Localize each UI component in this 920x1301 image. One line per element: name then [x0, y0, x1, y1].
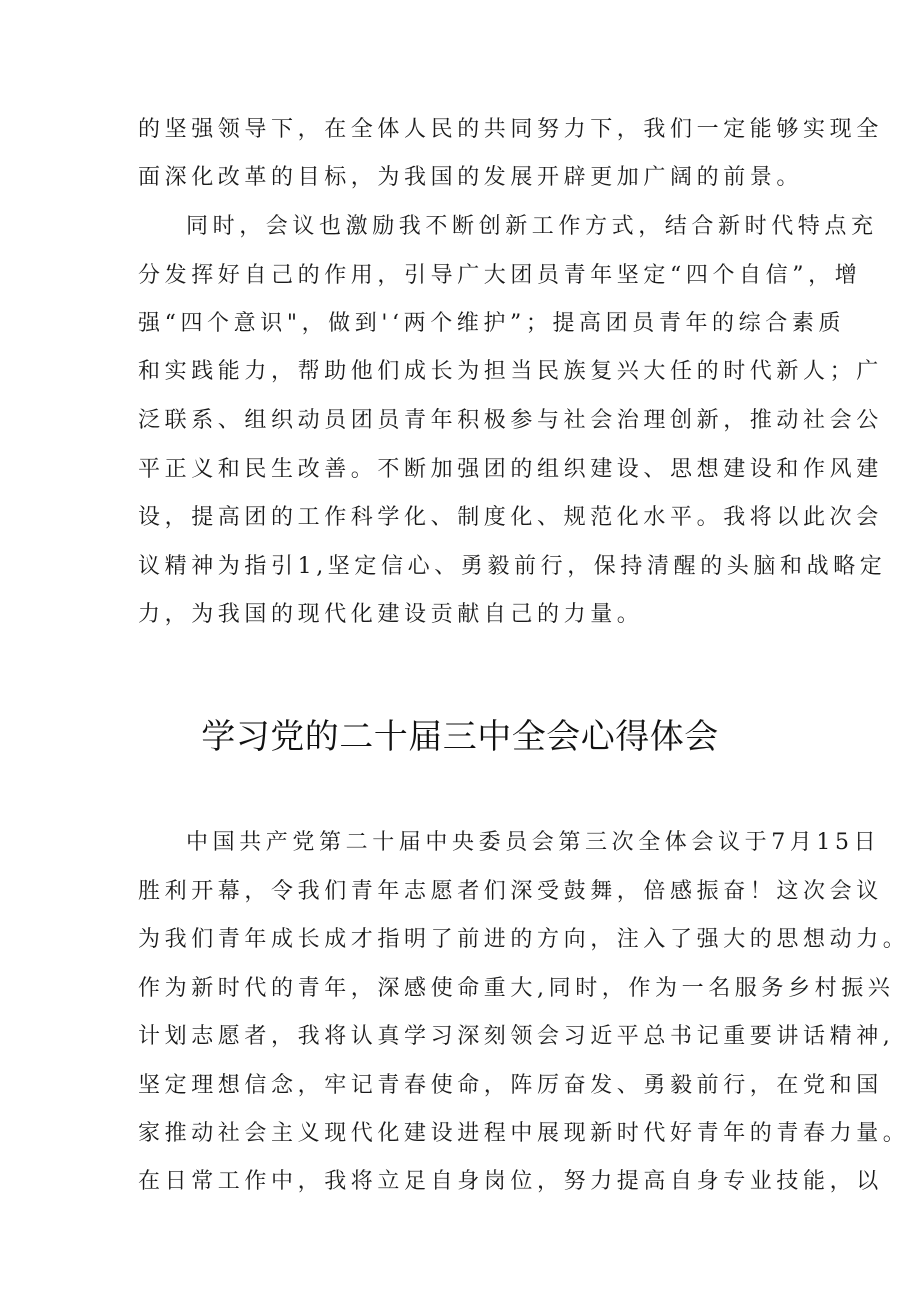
paragraph-line: 力，为我国的现代化建设贡献自己的力量。 — [138, 602, 644, 627]
paragraph-line: 议精神为指引1,坚定信心、勇毅前行，保持清醒的头脑和战略定 — [138, 554, 887, 579]
paragraph-line: 计划志愿者，我将认真学习深刻领会习近平总书记重要讲话精神, — [138, 1024, 895, 1049]
paragraph-line: 设，提高团的工作科学化、制度化、规范化水平。我将以此次会 — [138, 505, 883, 530]
paragraph-line: 的坚强领导下，在全体人民的共同努力下，我们一定能够实现全 — [138, 117, 883, 142]
paragraph-line: 同时，会议也激励我不断创新工作方式，结合新时代特点充 — [186, 214, 878, 239]
paragraph-line: 强“四个意识"，做到'‘两个维护”；提高团员青年的综合素质 — [138, 311, 846, 336]
paragraph-line: 为我们青年成长成才指明了前进的方向，注入了强大的思想动力。 — [138, 927, 910, 952]
paragraph-line: 分发挥好自己的作用，引导广大团员青年坚定“四个自信”，增 — [138, 263, 862, 288]
paragraph-line: 作为新时代的青年，深感使命重大,同时，作为一名服务乡村振兴 — [138, 976, 895, 1001]
paragraph-line: 和实践能力，帮助他们成长为担当民族复兴大任的时代新人；广 — [138, 359, 883, 384]
paragraph-line: 在日常工作中，我将立足自身岗位，努力提高自身专业技能，以 — [138, 1169, 883, 1194]
paragraph-line: 面深化改革的目标，为我国的发展开辟更加广阔的前景。 — [138, 165, 804, 190]
paragraph-line: 家推动社会主义现代化建设进程中展现新时代好青年的青春力量。 — [138, 1121, 910, 1146]
page-title: 学习党的二十届三中全会心得体会 — [201, 717, 719, 757]
paragraph-line: 坚定理想信念，牢记青春使命，阵厉奋发、勇毅前行，在党和国 — [138, 1073, 883, 1098]
paragraph-line: 中国共产党第二十届中央委员会第三次全体会议于7月15日 — [186, 830, 881, 855]
paragraph-line: 泛联系、组织动员团员青年积极参与社会治理创新，推动社会公 — [138, 408, 883, 433]
paragraph-line: 平正义和民生改善。不断加强团的组织建设、思想建设和作风建 — [138, 457, 883, 482]
paragraph-line: 胜利开幕，令我们青年志愿者们深受鼓舞，倍感振奋！这次会议 — [138, 879, 883, 904]
